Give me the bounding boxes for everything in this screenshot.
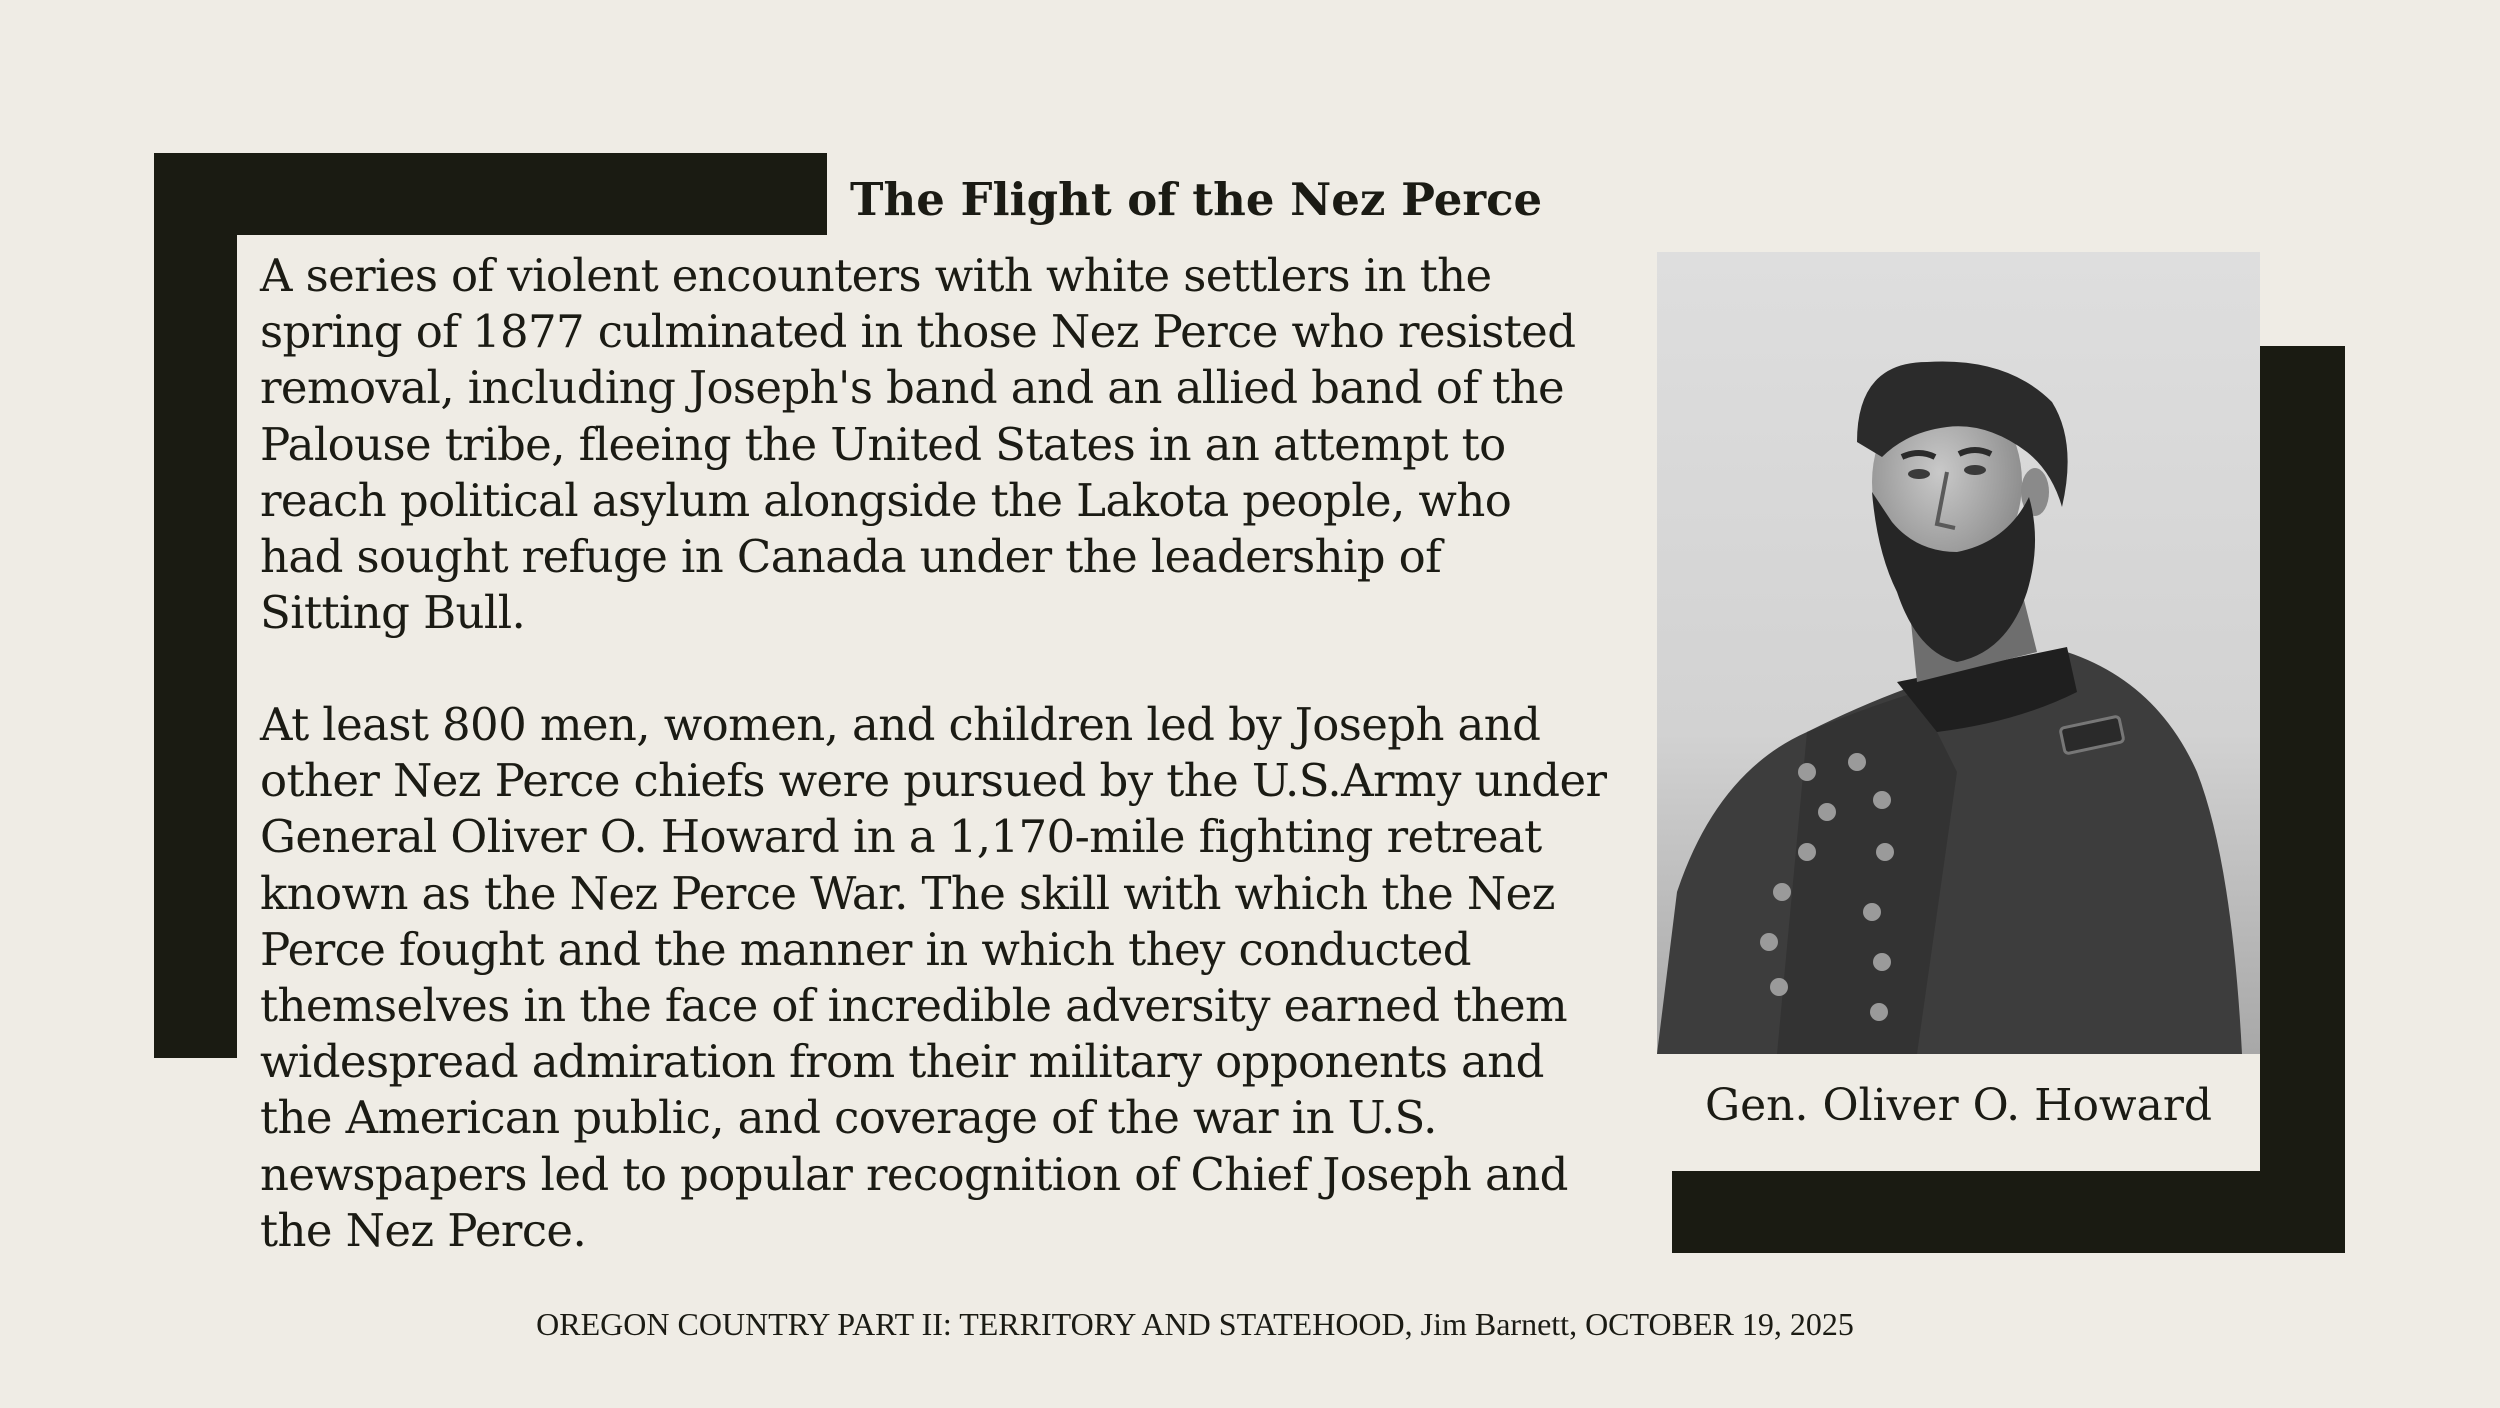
portrait-caption: Gen. Oliver O. Howard <box>1704 1080 2213 1131</box>
decorative-bar-bottom-right <box>1672 1171 2345 1253</box>
decorative-bar-top-left <box>154 153 827 235</box>
portrait-photo <box>1657 252 2260 1054</box>
body-paragraph-1: A series of violent encounters with white settlers in the spring of 1877 culminated in those Nez Perce who resisted removal, including Joseph's band and an allied band of the Palouse tribe, fleeing the United States in an attempt to reach political asylum alongside the Lakota people, who had sought refuge in Canada under the leadership of Sitting Bull. <box>260 249 1576 640</box>
body-paragraph-2: At least 800 men, women, and children led by Joseph and other Nez Perce chiefs were pursued by the U.S.Army under General Oliver O. Howard in a 1,170-mile fighting retreat known as the Nez Perce War. The skill with which the Nez Perce fought and the manner in which they conducted themselves in the face of incredible adversity earned them widespread admiration from their military opponents and the American public, and coverage of the war in U.S. newspapers led to popular recognition of Chief Joseph and the Nez Perce. <box>260 698 1607 1257</box>
footer-credit: OREGON COUNTRY PART II: TERRITORY AND STATEHOOD, Jim Barnett, OCTOBER 19, 2025 <box>536 1306 1854 1342</box>
decorative-bar-left <box>154 153 237 1058</box>
slide-title: The Flight of the Nez Perce <box>850 173 1543 226</box>
